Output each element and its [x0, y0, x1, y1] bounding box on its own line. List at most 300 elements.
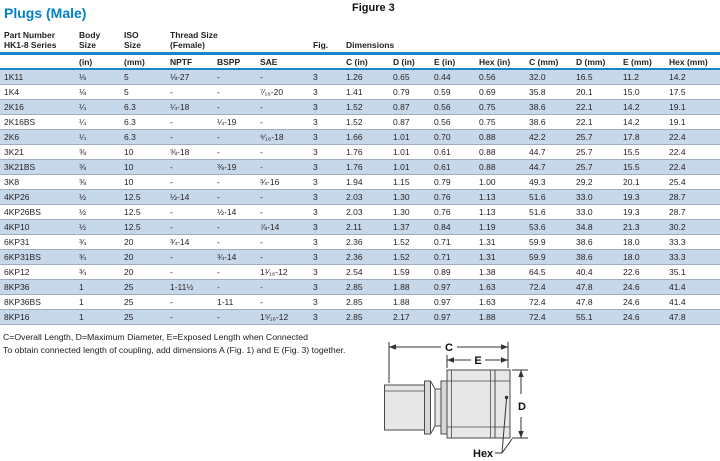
cell-e-in: 0.97 [434, 296, 451, 307]
cell-body-size-in: ½ [79, 221, 87, 232]
cell-d-mm: 40.4 [576, 266, 593, 277]
table-row [0, 309, 720, 324]
cell-d-in: 1.15 [393, 176, 410, 187]
cell-c-mm: 44.7 [529, 146, 546, 157]
cell-hex-in: 1.13 [479, 191, 496, 202]
cell-d-in: 1.30 [393, 206, 410, 217]
cell-d-in: 1.30 [393, 191, 410, 202]
cell-fig: 3 [313, 296, 318, 307]
unit-cell: (mm) [120, 54, 166, 70]
cell-nptf: - [170, 296, 173, 307]
footnote-line: C=Overall Length, D=Maximum Diameter, E=Exposed Length when Connected [3, 332, 308, 342]
cell-hex-in: 1.63 [479, 296, 496, 307]
table-row [0, 264, 720, 279]
unit-cell: E (mm) [619, 54, 665, 70]
cell-c-in: 2.85 [346, 311, 363, 322]
cell-fig: 3 [313, 236, 318, 247]
plug-dimension-diagram [384, 333, 580, 459]
cell-iso-size-mm: 25 [124, 281, 134, 292]
unit-cell: Hex (mm) [665, 54, 720, 70]
cell-e-mm: 20.1 [623, 176, 640, 187]
cell-nptf: ¾-14 [170, 236, 190, 247]
cell-body-size-in: ¼ [79, 131, 87, 142]
cell-nptf: ⅛-27 [170, 71, 190, 82]
cell-hex-mm: 22.4 [669, 161, 686, 172]
cell-bspp: - [217, 221, 220, 232]
cell-iso-size-mm: 12.5 [124, 206, 141, 217]
cell-hex-mm: 30.2 [669, 221, 686, 232]
cell-e-mm: 19.3 [623, 191, 640, 202]
cell-body-size-in: ½ [79, 206, 87, 217]
cell-hex-in: 0.75 [479, 116, 496, 127]
cell-c-mm: 44.7 [529, 161, 546, 172]
cell-body-size-in: ⅜ [79, 176, 87, 187]
cell-d-mm: 25.7 [576, 146, 593, 157]
table-row [0, 279, 720, 294]
cell-hex-in: 1.31 [479, 251, 496, 262]
cell-hex-in: 1.31 [479, 236, 496, 247]
cell-e-mm: 21.3 [623, 221, 640, 232]
cell-part-number: 2K16 [4, 101, 24, 112]
cell-sae: - [260, 161, 263, 172]
cell-hex-in: 1.88 [479, 311, 496, 322]
cell-nptf: ⅜-18 [170, 146, 190, 157]
cell-e-in: 0.70 [434, 131, 451, 142]
cell-bspp: - [217, 191, 220, 202]
cell-bspp: - [217, 86, 220, 97]
unit-cell: C (mm) [525, 54, 572, 70]
cell-e-mm: 19.3 [623, 206, 640, 217]
cell-body-size-in: ⅛ [79, 86, 87, 97]
cell-part-number: 4KP26 [4, 191, 30, 202]
cell-d-mm: 47.8 [576, 281, 593, 292]
cell-d-in: 1.01 [393, 146, 410, 157]
cell-body-size-in: ¾ [79, 236, 87, 247]
table-row [0, 249, 720, 264]
cell-d-mm: 38.6 [576, 251, 593, 262]
cell-iso-size-mm: 6.3 [124, 116, 136, 127]
cell-iso-size-mm: 20 [124, 266, 134, 277]
footnotes [3, 331, 395, 356]
cell-bspp: ¾-14 [217, 251, 237, 262]
cell-hex-in: 1.13 [479, 206, 496, 217]
cell-d-in: 1.01 [393, 131, 410, 142]
table-row [0, 114, 720, 129]
cell-sae: - [260, 146, 263, 157]
cell-part-number: 6KP31BS [4, 251, 41, 262]
cell-nptf: 1-11½ [170, 281, 194, 292]
cell-part-number: 8KP36BS [4, 296, 41, 307]
cell-fig: 3 [313, 206, 318, 217]
cell-hex-in: 0.88 [479, 161, 496, 172]
cell-e-in: 0.84 [434, 221, 451, 232]
header-dimensions: Dimensions [342, 26, 720, 54]
cell-e-in: 0.97 [434, 311, 451, 322]
unit-cell: D (in) [389, 54, 430, 70]
cell-c-mm: 49.3 [529, 176, 546, 187]
cell-c-in: 2.11 [346, 221, 362, 232]
cell-bspp: - [217, 311, 220, 322]
cell-bspp: ⅜-19 [217, 161, 237, 172]
cell-d-mm: 38.6 [576, 236, 593, 247]
cell-sae: ¾-16 [260, 176, 280, 187]
cell-iso-size-mm: 20 [124, 251, 134, 262]
cell-c-in: 1.66 [346, 131, 363, 142]
cell-c-in: 1.52 [346, 116, 363, 127]
dim-label-hex: Hex [473, 448, 494, 459]
unit-cell: (in) [75, 54, 120, 70]
cell-body-size-in: ½ [79, 191, 87, 202]
cell-e-in: 0.56 [434, 101, 451, 112]
cell-bspp: - [217, 176, 220, 187]
cell-bspp: - [217, 146, 220, 157]
cell-e-mm: 18.0 [623, 236, 640, 247]
cell-hex-in: 0.56 [479, 71, 496, 82]
cell-d-in: 1.01 [393, 161, 410, 172]
cell-d-mm: 25.7 [576, 131, 593, 142]
cell-fig: 3 [313, 176, 318, 187]
table-header [0, 26, 720, 69]
cell-hex-mm: 22.4 [669, 131, 686, 142]
cell-body-size-in: ⅜ [79, 146, 87, 157]
cell-body-size-in: 1 [79, 296, 84, 307]
page-title: Plugs (Male) [4, 5, 87, 21]
cell-hex-in: 1.19 [479, 221, 496, 232]
cell-hex-mm: 17.5 [669, 86, 686, 97]
cell-nptf: - [170, 206, 173, 217]
cell-body-size-in: 1 [79, 311, 84, 322]
cell-iso-size-mm: 6.3 [124, 131, 136, 142]
header-body-size: Body Size [75, 26, 120, 54]
cell-hex-in: 0.75 [479, 101, 496, 112]
unit-cell: Hex (in) [475, 54, 525, 70]
cell-d-in: 1.37 [393, 221, 410, 232]
figure-label: Figure 3 [352, 2, 395, 14]
cell-sae: - [260, 296, 263, 307]
cell-part-number: 1K11 [4, 71, 24, 82]
dim-label-c: C [445, 342, 453, 354]
cell-e-in: 0.76 [434, 191, 451, 202]
cell-e-in: 0.89 [434, 266, 451, 277]
cell-fig: 3 [313, 116, 318, 127]
unit-cell: BSPP [213, 54, 256, 70]
cell-nptf: - [170, 161, 173, 172]
cell-part-number: 2K16BS [4, 116, 36, 127]
table-row [0, 174, 720, 189]
cell-e-mm: 15.5 [623, 146, 640, 157]
cell-iso-size-mm: 12.5 [124, 221, 141, 232]
cell-c-mm: 72.4 [529, 281, 546, 292]
cell-part-number: 6KP12 [4, 266, 30, 277]
cell-d-mm: 47.8 [576, 296, 593, 307]
cell-part-number: 4KP26BS [4, 206, 41, 217]
header-thread-size: Thread Size (Female) [166, 26, 309, 54]
cell-hex-mm: 33.3 [669, 236, 686, 247]
cell-sae: 1⁵⁄₁₆-12 [260, 311, 289, 322]
cell-hex-in: 0.88 [479, 131, 496, 142]
cell-c-in: 2.36 [346, 236, 363, 247]
unit-cell: E (in) [430, 54, 475, 70]
cell-c-mm: 51.6 [529, 206, 546, 217]
cell-fig: 3 [313, 191, 318, 202]
cell-hex-mm: 33.3 [669, 251, 686, 262]
cell-d-mm: 22.1 [576, 116, 593, 127]
cell-part-number: 4KP10 [4, 221, 30, 232]
cell-c-mm: 59.9 [529, 236, 546, 247]
cell-hex-mm: 25.4 [669, 176, 686, 187]
cell-bspp: ½-14 [217, 206, 237, 217]
cell-d-in: 0.87 [393, 116, 410, 127]
cell-hex-mm: 35.1 [669, 266, 686, 277]
cell-bspp: - [217, 101, 220, 112]
cell-fig: 3 [313, 146, 318, 157]
cell-d-mm: 16.5 [576, 71, 593, 82]
cell-sae: - [260, 281, 263, 292]
cell-nptf: ¼-18 [170, 101, 190, 112]
cell-c-in: 1.94 [346, 176, 363, 187]
cell-nptf: - [170, 116, 173, 127]
cell-nptf: - [170, 251, 173, 262]
table-row [0, 84, 720, 99]
cell-body-size-in: ¾ [79, 251, 87, 262]
cell-nptf: - [170, 131, 173, 142]
cell-e-in: 0.44 [434, 71, 451, 82]
cell-sae: 1¹⁄₁₆-12 [260, 266, 288, 277]
cell-part-number: 6KP31 [4, 236, 30, 247]
cell-part-number: 3K8 [4, 176, 20, 187]
cell-hex-mm: 19.1 [669, 116, 686, 127]
units-row [0, 54, 720, 70]
cell-c-in: 1.41 [346, 86, 363, 97]
cell-iso-size-mm: 25 [124, 296, 134, 307]
cell-d-in: 1.52 [393, 236, 410, 247]
cell-hex-mm: 41.4 [669, 281, 686, 292]
cell-bspp: ¼-19 [217, 116, 237, 127]
table-body [0, 69, 720, 324]
cell-e-mm: 11.2 [623, 71, 639, 82]
cell-fig: 3 [313, 86, 318, 97]
cell-hex-in: 0.88 [479, 146, 496, 157]
unit-cell: SAE [256, 54, 309, 70]
cell-sae: - [260, 206, 263, 217]
cell-fig: 3 [313, 266, 318, 277]
cell-iso-size-mm: 10 [124, 176, 134, 187]
cell-e-in: 0.71 [434, 251, 451, 262]
cell-c-mm: 32.0 [529, 71, 546, 82]
cell-sae: - [260, 251, 263, 262]
cell-fig: 3 [313, 161, 318, 172]
cell-nptf: - [170, 266, 173, 277]
unit-cell: D (mm) [572, 54, 619, 70]
cell-e-mm: 24.6 [623, 296, 640, 307]
cell-body-size-in: ¼ [79, 101, 87, 112]
cell-iso-size-mm: 20 [124, 236, 134, 247]
unit-cell: NPTF [166, 54, 213, 70]
cell-sae: ⁹⁄₁₆-18 [260, 131, 284, 142]
cell-e-mm: 14.2 [623, 101, 640, 112]
cell-e-in: 0.79 [434, 176, 451, 187]
cell-d-in: 1.59 [393, 266, 410, 277]
cell-hex-mm: 22.4 [669, 146, 686, 157]
cell-d-in: 1.88 [393, 281, 410, 292]
cell-part-number: 1K4 [4, 86, 20, 97]
cell-iso-size-mm: 6.3 [124, 101, 136, 112]
cell-e-mm: 14.2 [623, 116, 640, 127]
cell-e-in: 0.61 [434, 146, 451, 157]
cell-e-in: 0.97 [434, 281, 451, 292]
cell-c-mm: 64.5 [529, 266, 546, 277]
cell-part-number: 3K21BS [4, 161, 36, 172]
cell-d-mm: 33.0 [576, 191, 593, 202]
cell-iso-size-mm: 12.5 [124, 191, 141, 202]
cell-hex-mm: 41.4 [669, 296, 686, 307]
table-row [0, 159, 720, 174]
cell-fig: 3 [313, 281, 318, 292]
cell-nptf: - [170, 311, 173, 322]
header-part-number: Part Number HK1-8 Series [0, 26, 75, 54]
cell-e-in: 0.76 [434, 206, 451, 217]
cell-sae: ⅞-14 [260, 221, 280, 232]
cell-bspp: 1-11 [217, 296, 234, 307]
cell-bspp: - [217, 71, 220, 82]
cell-bspp: - [217, 131, 220, 142]
cell-c-mm: 42.2 [529, 131, 546, 142]
cell-sae: - [260, 116, 263, 127]
unit-cell: C (in) [342, 54, 389, 70]
cell-part-number: 8KP36 [4, 281, 30, 292]
cell-d-in: 2.17 [393, 311, 410, 322]
cell-c-in: 2.85 [346, 296, 363, 307]
cell-part-number: 8KP16 [4, 311, 30, 322]
cell-fig: 3 [313, 71, 318, 82]
table-row [0, 69, 720, 84]
cell-hex-mm: 28.7 [669, 206, 686, 217]
cell-d-in: 0.65 [393, 71, 410, 82]
cell-sae: ⁷⁄₁₆-20 [260, 86, 284, 97]
cell-c-mm: 51.6 [529, 191, 546, 202]
cell-c-mm: 38.6 [529, 101, 546, 112]
cell-hex-mm: 28.7 [669, 191, 686, 202]
cell-d-in: 1.52 [393, 251, 410, 262]
cell-c-in: 2.54 [346, 266, 363, 277]
cell-part-number: 3K21 [4, 146, 24, 157]
cell-sae: - [260, 71, 263, 82]
cell-nptf: ½-14 [170, 191, 190, 202]
cell-sae: - [260, 101, 263, 112]
table-row [0, 189, 720, 204]
cell-e-in: 0.61 [434, 161, 451, 172]
cell-hex-in: 1.63 [479, 281, 496, 292]
cell-nptf: - [170, 176, 173, 187]
unit-cell [0, 54, 75, 70]
table-row [0, 129, 720, 144]
cell-sae: - [260, 236, 263, 247]
cell-e-mm: 15.0 [623, 86, 640, 97]
cell-nptf: - [170, 221, 173, 232]
cell-iso-size-mm: 10 [124, 161, 134, 172]
cell-d-mm: 22.1 [576, 101, 593, 112]
cell-e-mm: 22.6 [623, 266, 640, 277]
cell-d-mm: 33.0 [576, 206, 593, 217]
cell-c-mm: 59.9 [529, 251, 546, 262]
cell-fig: 3 [313, 311, 318, 322]
cell-e-mm: 24.6 [623, 311, 640, 322]
cell-fig: 3 [313, 131, 318, 142]
cell-c-in: 1.26 [346, 71, 363, 82]
cell-e-mm: 17.8 [623, 131, 640, 142]
cell-d-mm: 20.1 [576, 86, 593, 97]
cell-c-mm: 72.4 [529, 296, 546, 307]
cell-c-in: 1.76 [346, 161, 363, 172]
cell-fig: 3 [313, 221, 318, 232]
cell-hex-in: 0.69 [479, 86, 496, 97]
cell-body-size-in: ¾ [79, 266, 87, 277]
cell-iso-size-mm: 5 [124, 86, 129, 97]
header-iso-size: ISO Size [120, 26, 166, 54]
cell-iso-size-mm: 25 [124, 311, 134, 322]
unit-cell [309, 54, 342, 70]
cell-d-mm: 25.7 [576, 161, 593, 172]
cell-c-in: 1.76 [346, 146, 363, 157]
cell-hex-in: 1.00 [479, 176, 496, 187]
footnote-line: To obtain connected length of coupling, add dimensions A (Fig. 1) and E (Fig. 3) together. [3, 344, 346, 355]
cell-e-mm: 18.0 [623, 251, 640, 262]
plug-spec-table [0, 26, 720, 325]
table-row [0, 99, 720, 114]
cell-hex-mm: 19.1 [669, 101, 686, 112]
cell-hex-in: 1.38 [479, 266, 496, 277]
dim-label-e: E [474, 355, 482, 367]
cell-e-in: 0.59 [434, 86, 451, 97]
cell-d-mm: 34.8 [576, 221, 593, 232]
cell-e-in: 0.56 [434, 116, 451, 127]
cell-c-mm: 72.4 [529, 311, 546, 322]
cell-d-mm: 55.1 [576, 311, 593, 322]
cell-c-mm: 35.8 [529, 86, 546, 97]
cell-nptf: - [170, 86, 173, 97]
cell-c-in: 2.85 [346, 281, 363, 292]
cell-body-size-in: ⅜ [79, 161, 87, 172]
table-row [0, 294, 720, 309]
cell-bspp: - [217, 236, 220, 247]
cell-body-size-in: 1 [79, 281, 84, 292]
header-fig: Fig. [309, 26, 342, 54]
cell-c-mm: 38.6 [529, 116, 546, 127]
cell-iso-size-mm: 5 [124, 71, 129, 82]
table-row [0, 204, 720, 219]
cell-body-size-in: ⅛ [79, 71, 87, 82]
table-row [0, 219, 720, 234]
cell-fig: 3 [313, 101, 318, 112]
cell-part-number: 2K6 [4, 131, 20, 142]
cell-d-in: 0.79 [393, 86, 410, 97]
cell-bspp: - [217, 281, 220, 292]
cell-e-mm: 24.6 [623, 281, 640, 292]
cell-d-in: 0.87 [393, 101, 410, 112]
cell-body-size-in: ¼ [79, 116, 87, 127]
cell-bspp: - [217, 266, 220, 277]
cell-sae: - [260, 191, 263, 202]
cell-c-mm: 53.6 [529, 221, 546, 232]
cell-fig: 3 [313, 251, 318, 262]
dim-label-d: D [518, 401, 526, 413]
cell-c-in: 2.03 [346, 191, 363, 202]
cell-e-in: 0.71 [434, 236, 451, 247]
cell-d-in: 1.88 [393, 296, 410, 307]
cell-hex-mm: 47.8 [669, 311, 686, 322]
cell-iso-size-mm: 10 [124, 146, 134, 157]
table-row [0, 234, 720, 249]
